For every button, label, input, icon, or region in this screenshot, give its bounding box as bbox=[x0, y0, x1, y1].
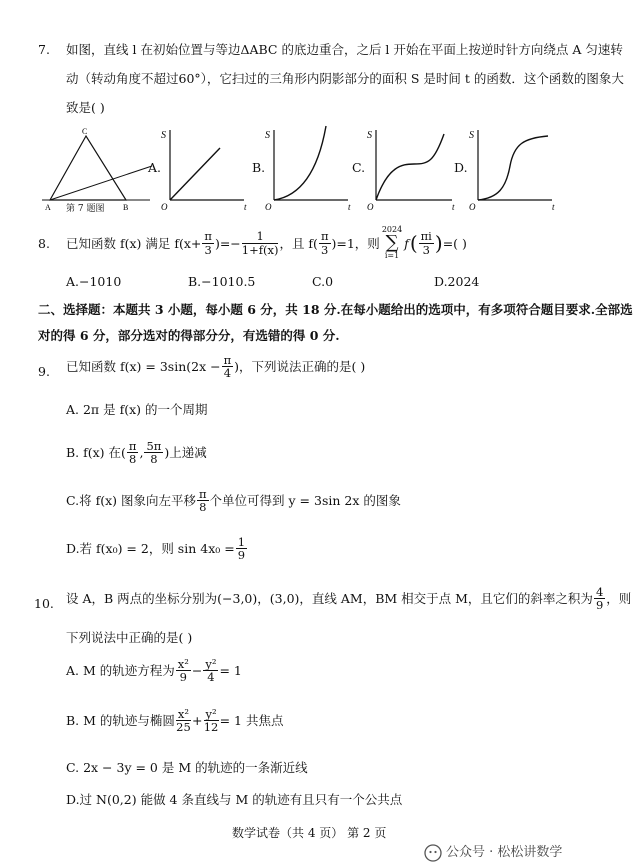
right-paren: ) bbox=[434, 231, 443, 255]
q9-stem-part2: )，下列说法正确的是( ) bbox=[234, 359, 366, 375]
q9-stem bbox=[66, 354, 365, 379]
s-axis-label: S bbox=[265, 130, 270, 141]
q7-option-b-graph bbox=[264, 122, 354, 212]
t-axis-label: t bbox=[552, 202, 555, 212]
numerator: 1 bbox=[242, 230, 279, 243]
q8-text-part1: 已知函数 f(x) 满足 f(x+ bbox=[66, 235, 202, 251]
q8-text-part4: )=1，则 bbox=[331, 235, 380, 251]
left-paren: ( bbox=[409, 231, 418, 255]
q8-frac-pii-3 bbox=[419, 230, 434, 255]
page-footer: 数学试卷（共 4 页） 第 2 页 bbox=[232, 826, 387, 840]
q7-option-c-label: C. bbox=[352, 160, 366, 175]
origin-label: O bbox=[469, 202, 476, 212]
numerator: π bbox=[320, 229, 329, 244]
convex-curve bbox=[274, 126, 326, 200]
denominator: 25 bbox=[176, 720, 191, 735]
numerator: π bbox=[198, 487, 207, 501]
denominator: 9 bbox=[595, 598, 604, 613]
origin-label: O bbox=[161, 202, 168, 212]
q10-number: 10. bbox=[34, 596, 54, 611]
s-shape-curve bbox=[478, 136, 548, 200]
sum-upper-limit: 2024 bbox=[381, 225, 403, 234]
q8-f: f bbox=[404, 235, 409, 251]
q9-frac-5pi-8 bbox=[144, 440, 163, 465]
numerator: 4 bbox=[595, 585, 604, 599]
q10-option-d: D.过 N(0,2) 能做 4 条直线与 M 的轨迹有且只有一个公共点 bbox=[66, 792, 403, 807]
numerator: x² bbox=[177, 707, 190, 721]
q9-frac-1-9 bbox=[236, 536, 247, 561]
sum-lower-limit: i=1 bbox=[384, 251, 400, 260]
numerator: π bbox=[204, 229, 212, 244]
q10-option-c: C. 2x − 3y = 0 是 M 的轨迹的一条渐近线 bbox=[66, 760, 308, 775]
q10-stem-line1 bbox=[66, 586, 631, 611]
t-axis-label: t bbox=[452, 202, 455, 212]
q8-option-c: C.0 bbox=[312, 274, 334, 289]
q7-option-b-label: B. bbox=[252, 160, 266, 175]
q9-option-b: B. f(x) 在( $\frac{\pi}{8}$ , $\frac{5\pi}{8}$ )上递减 bbox=[66, 439, 207, 467]
denominator: 3 bbox=[422, 242, 430, 257]
q9-option-c-part1: C.将 f(x) 图象向左平移 bbox=[66, 493, 196, 509]
q9-number: 9. bbox=[38, 364, 50, 379]
origin-label: O bbox=[265, 202, 272, 212]
q10-stem-part2: ，则 bbox=[606, 591, 632, 607]
denominator: 8 bbox=[199, 500, 207, 515]
numerator: 5π bbox=[146, 439, 162, 453]
q9-stem-part1: 已知函数 f(x) = 3sin(2x − bbox=[66, 359, 221, 375]
q7-stem-line1: 如图，直线 l 在初始位置与等边ΔABC 的底边重合，之后 l 开始在平面上按逆时针方向绕点 A 匀速转 bbox=[66, 42, 623, 57]
q9-frac-pi-4 bbox=[222, 354, 234, 379]
s-axis-label: S bbox=[161, 130, 166, 141]
q10-option-b-part2: = 1 共焦点 bbox=[219, 713, 284, 729]
q10-frac-x2-9 bbox=[176, 658, 191, 683]
q7-stem-line2: 动（转动角度不超过60°），它扫过的三角形内阴影部分的面积 S 是时间 t 的函数．这个函数的图象大 bbox=[66, 71, 624, 86]
q8-text-part6: =( ) bbox=[442, 235, 467, 251]
q8-frac-pi-3-b bbox=[319, 230, 331, 255]
wechat-icon bbox=[424, 844, 442, 862]
denominator: 3 bbox=[204, 242, 212, 257]
q10-option-a-part2: = 1 bbox=[219, 663, 242, 679]
q9-option-d-part1: D.若 f(x₀) = 2，则 sin 4x₀ = bbox=[66, 541, 235, 557]
q9-option-c bbox=[66, 488, 401, 513]
q7-option-d-graph bbox=[468, 126, 558, 212]
q7-stem-line3: 致是( ) bbox=[66, 100, 105, 115]
q9-option-d bbox=[66, 536, 248, 561]
q7-figure-caption: 第 7 题图 bbox=[66, 204, 105, 214]
q8-stem bbox=[66, 226, 467, 260]
minus-sign: − bbox=[191, 663, 203, 679]
q8-text-part2: )=− bbox=[214, 235, 241, 251]
numerator: π bbox=[223, 353, 232, 367]
q8-frac-pi-3 bbox=[202, 230, 214, 255]
sigma-symbol: ∑ bbox=[385, 232, 399, 253]
section2-heading-line2: 对的得 6 分，部分选对的得部分分，有选错的得 0 分. bbox=[38, 328, 340, 343]
q8-frac-1-over-1pfx bbox=[242, 230, 279, 255]
watermark bbox=[424, 844, 562, 862]
q10-option-b-part1: B. M 的轨迹与椭圆 bbox=[66, 713, 175, 729]
q7-option-a-label: A. bbox=[148, 160, 162, 175]
s-axis-label: S bbox=[367, 130, 372, 141]
q9-frac-pi-8-c bbox=[197, 488, 209, 513]
s-axis-label: S bbox=[469, 130, 474, 141]
q9-option-a: A. 2π 是 f(x) 的一个周期 bbox=[66, 402, 208, 417]
section2-heading-line1: 二、选择题：本题共 3 小题，每小题 6 分，共 18 分.在每小题给出的选项中，有多项符合题目要求.全部选 bbox=[38, 302, 633, 317]
q7-number: 7. bbox=[38, 42, 50, 57]
q10-frac-y2-4 bbox=[203, 658, 218, 683]
q9-option-b-part1: B. f(x) 在( bbox=[66, 445, 126, 461]
equilateral-triangle bbox=[50, 136, 126, 200]
linear-curve bbox=[170, 148, 220, 200]
denominator: 4 bbox=[207, 670, 215, 685]
q9-frac-pi-8 bbox=[127, 440, 139, 465]
q10-stem-part1: 设 A，B 两点的坐标分别为(−3,0)，(3,0)，直线 AM，BM 相交于点 M，且它们的斜率之积为 bbox=[66, 591, 593, 607]
q8-text-part3: ，且 f( bbox=[279, 235, 318, 251]
rotating-line-l bbox=[50, 166, 152, 200]
q10-frac-y2-12 bbox=[204, 708, 219, 733]
q10-option-a-part1: A. M 的轨迹方程为 bbox=[66, 663, 175, 679]
vertex-b-label: B bbox=[123, 203, 129, 212]
denominator: 9 bbox=[179, 670, 187, 685]
denominator: 12 bbox=[203, 720, 219, 735]
q7-option-c-graph bbox=[366, 126, 458, 212]
numerator: y² bbox=[205, 657, 217, 671]
denominator: 1+f(x) bbox=[241, 242, 279, 257]
numerator: y² bbox=[205, 707, 217, 721]
numerator: πi bbox=[420, 229, 432, 244]
origin-label: O bbox=[367, 202, 374, 212]
q8-summation bbox=[382, 226, 402, 260]
q10-frac-x2-25 bbox=[176, 708, 191, 733]
denominator: 9 bbox=[237, 548, 246, 563]
denominator: 8 bbox=[150, 452, 158, 467]
q8-option-a: A.−1010 bbox=[66, 274, 122, 289]
q8-option-b: B.−1010.5 bbox=[188, 274, 256, 289]
numerator: π bbox=[128, 439, 137, 453]
q8-number: 8. bbox=[38, 236, 50, 251]
q8-option-d: D.2024 bbox=[434, 274, 480, 289]
q10-option-b bbox=[66, 708, 283, 733]
q10-frac-4-9 bbox=[594, 586, 605, 611]
q9-option-b-part2: )上递减 bbox=[164, 445, 207, 461]
q9-option-c-part2: 个单位可得到 y = 3sin 2x 的图象 bbox=[209, 493, 401, 509]
vertex-c-label: C bbox=[82, 127, 88, 136]
cubic-curve bbox=[376, 134, 444, 200]
q7-option-d-label: D. bbox=[454, 160, 468, 175]
numerator: x² bbox=[177, 657, 189, 671]
denominator: 4 bbox=[223, 366, 232, 381]
plus-sign: + bbox=[192, 713, 203, 729]
t-axis-label: t bbox=[348, 202, 351, 212]
q10-option-a bbox=[66, 658, 242, 683]
denominator: 3 bbox=[321, 242, 329, 257]
q7-option-a-graph bbox=[160, 126, 250, 212]
numerator: 1 bbox=[237, 535, 246, 549]
q10-stem-line2: 下列说法中正确的是( ) bbox=[66, 630, 193, 645]
vertex-a-label: A bbox=[45, 203, 51, 212]
denominator: 8 bbox=[129, 452, 137, 467]
t-axis-label: t bbox=[244, 202, 247, 212]
watermark-text: 公众号 · 松松讲数学 bbox=[446, 845, 563, 861]
